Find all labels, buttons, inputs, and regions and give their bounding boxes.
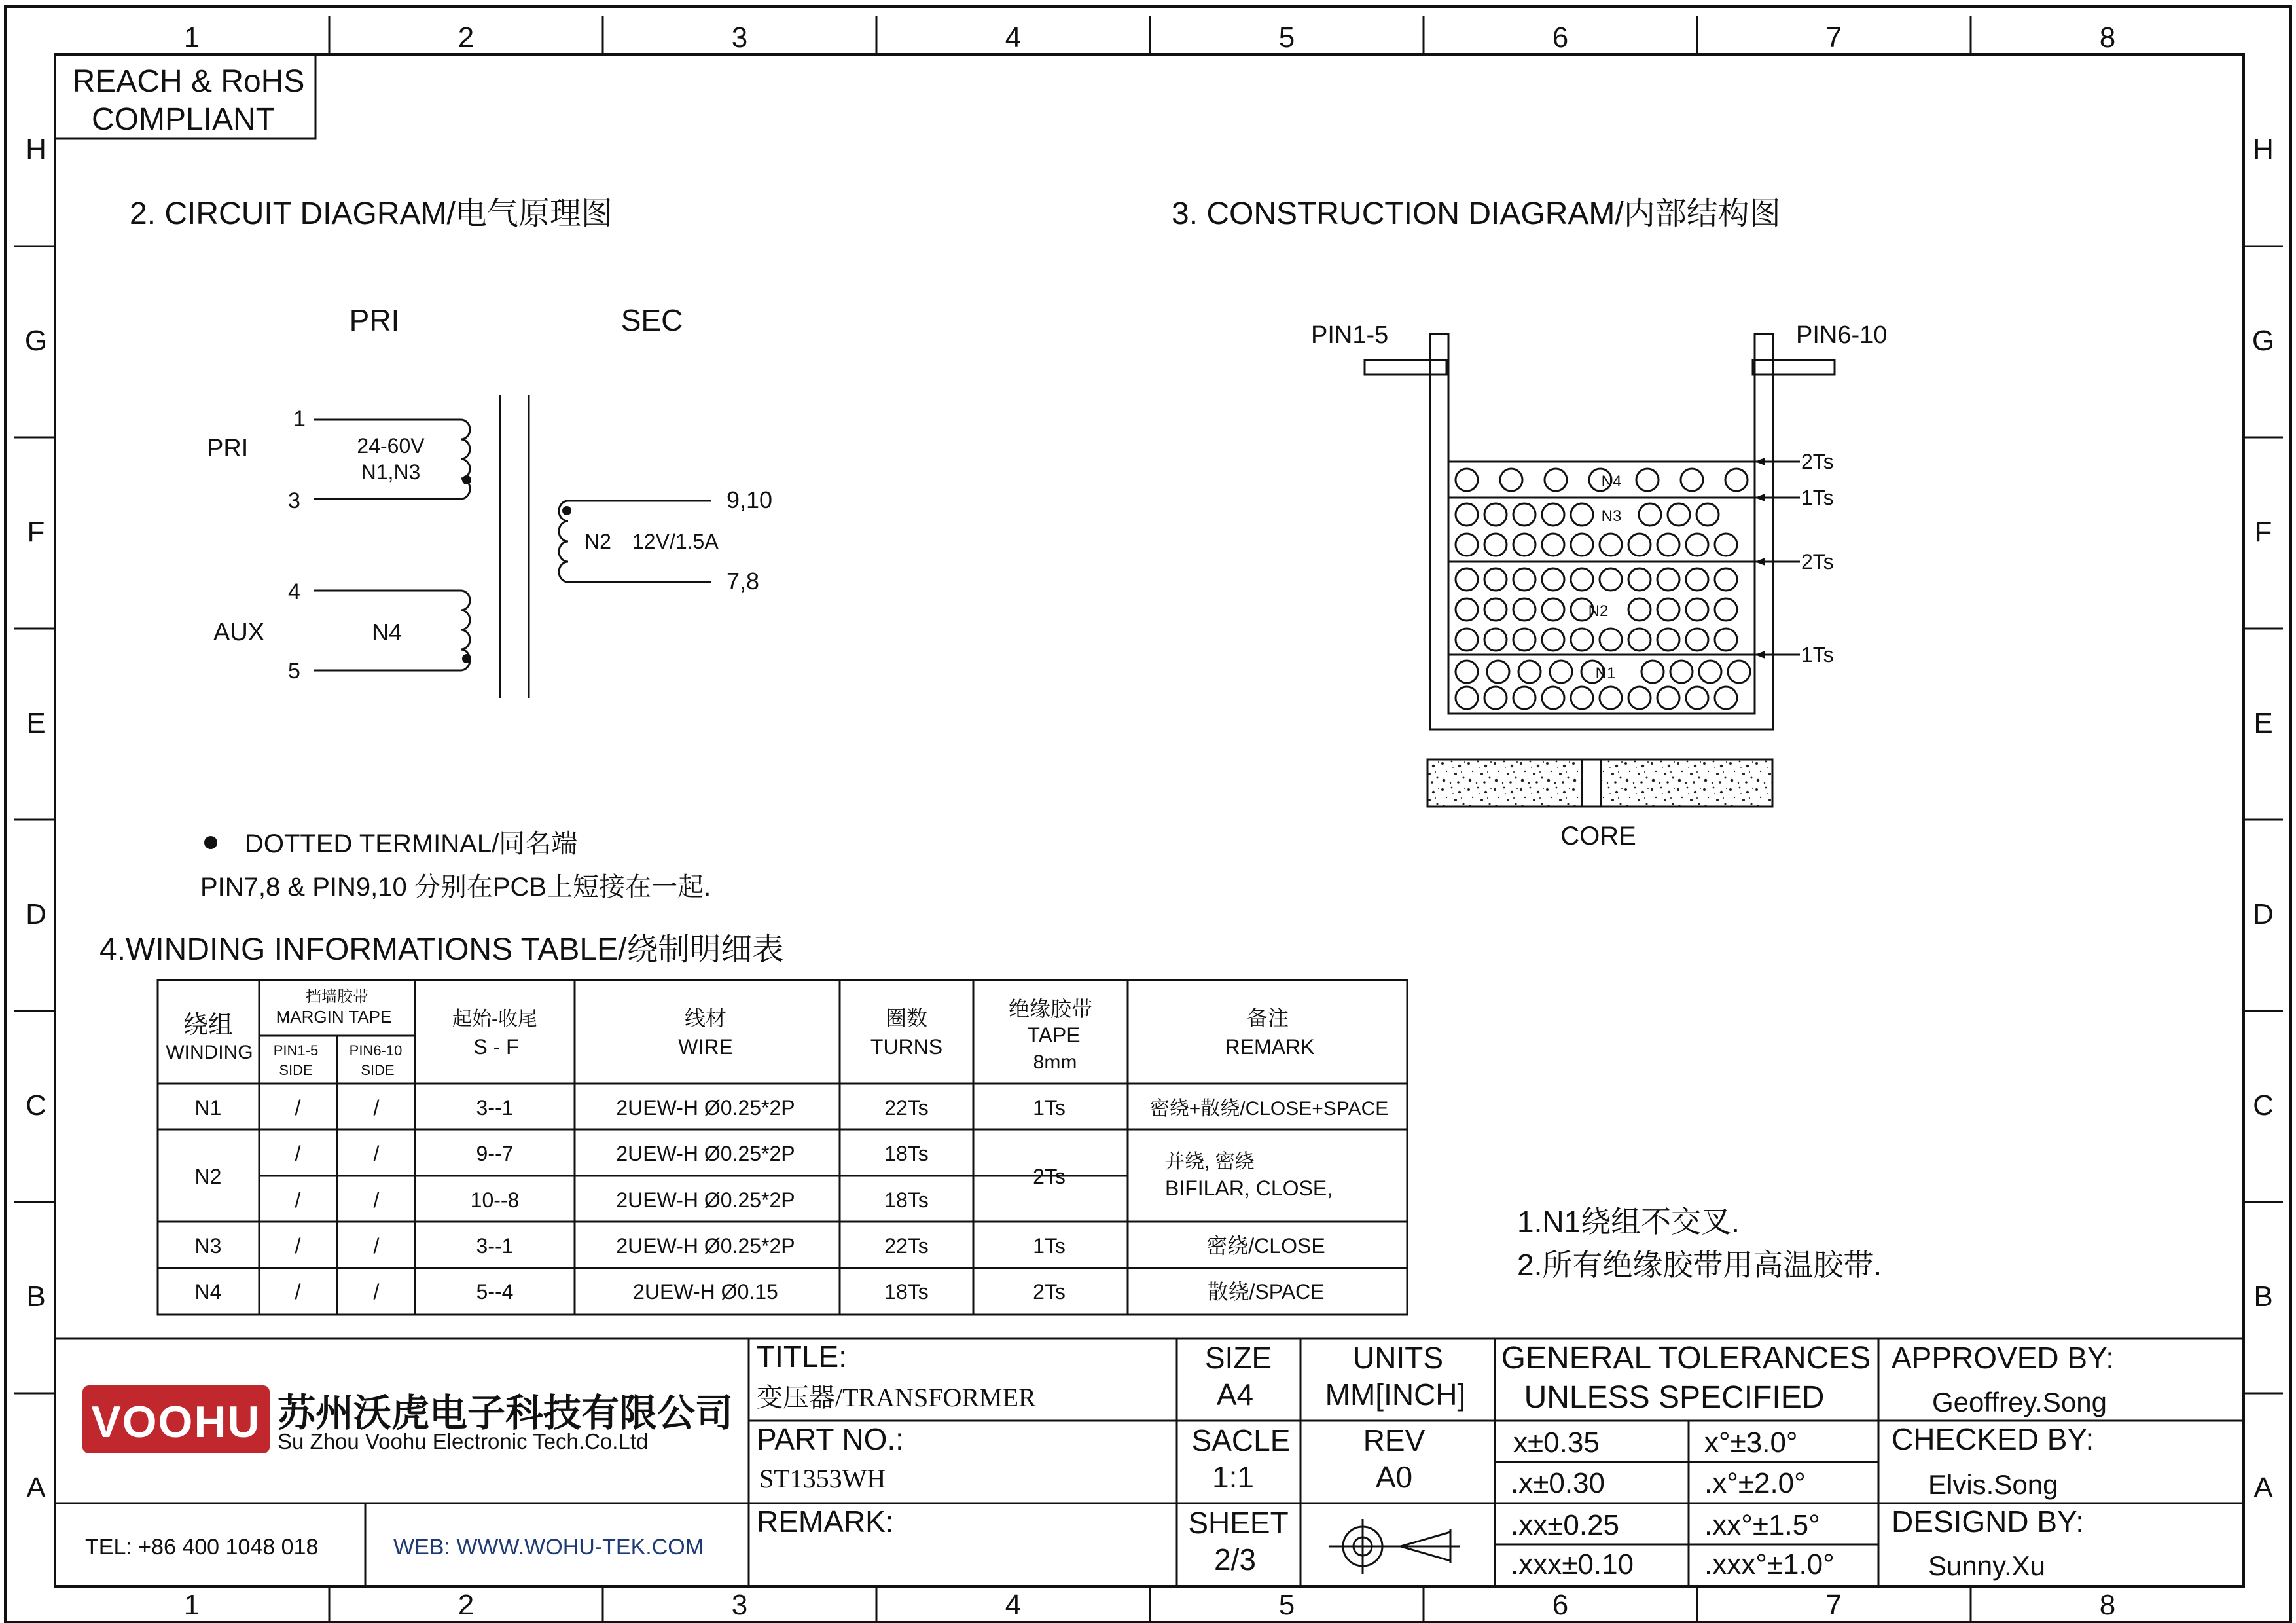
table-cell: 3--1 [476,1096,514,1120]
header-sf-cn: 起始-收尾 [452,1008,537,1030]
partno-value: ST1353WH [759,1464,886,1493]
table-cell: 2UEW-H Ø0.25*2P [616,1234,795,1258]
company-en: Su Zhou Voohu Electronic Tech.Co.Ltd [278,1429,649,1453]
column-labels [184,22,2115,1621]
table-cell: N4 [194,1280,222,1304]
table-cell: / [373,1188,380,1212]
designed-value: Sunny.Xu [1928,1550,2046,1581]
compliance-line2: COMPLIANT [91,102,276,137]
construction-diagram [1172,196,1887,850]
pin-label: 3 [288,488,300,513]
remark-label: REMARK: [757,1504,894,1539]
table-cell: N1 [194,1096,222,1120]
table-cell: 散绕/SPACE [1207,1280,1325,1304]
core-label: CORE [1560,822,1636,850]
tol-value: .xx°±1.5° [1704,1509,1820,1541]
col-label: 8 [2099,1589,2116,1621]
core-half [1427,759,1582,807]
sheet-label: SHEET [1188,1506,1289,1540]
header-turns-en: TURNS [870,1035,943,1059]
header-side: SIDE [279,1062,313,1078]
table-cell: 22Ts [884,1096,929,1120]
col-label: 7 [1825,1589,1842,1621]
table-cell: / [295,1280,301,1304]
pin-label: 4 [288,579,300,604]
circuit-notes [200,830,711,902]
core-half [1601,759,1772,807]
col-label: 3 [731,1589,748,1621]
table-cell: 3--1 [476,1234,514,1258]
row-label: D [2253,898,2274,930]
col-label: 2 [457,22,475,54]
table-cell: 18Ts [884,1142,929,1165]
table-cell: 密绕+散绕/CLOSE+SPACE [1149,1098,1389,1120]
polarity-dot-icon [462,475,471,484]
designed-label: DESIGND BY: [1892,1504,2084,1539]
tol-value: .xxx°±1.0° [1704,1548,1835,1580]
table-cell: / [373,1234,380,1258]
table-cell: 2Ts [1033,1280,1066,1304]
table-cell: / [373,1142,380,1165]
layer-label: N2 [1588,602,1609,620]
header-remark-en: REMARK [1225,1035,1315,1059]
table-cell: N2 [194,1165,222,1188]
header-tape-en: TAPE [1027,1023,1081,1047]
compliance-line1: REACH & RoHS [72,64,305,99]
core-gap [1582,759,1601,807]
table-cell: / [295,1234,301,1258]
table-cell: / [373,1280,380,1304]
polarity-dot-icon [562,506,571,515]
row-label: E [2253,707,2273,739]
tape-label: 1Ts [1801,643,1834,666]
row-label: H [26,134,46,166]
logo-text: VOOHU [91,1397,261,1447]
table-cell: BIFILAR, CLOSE, [1165,1176,1333,1200]
projection-symbol-icon [1329,1519,1460,1574]
size-value: A4 [1216,1377,1254,1412]
pri-header: PRI [349,303,400,337]
side-note: 2.所有绝缘胶带用高温胶带. [1517,1248,1882,1282]
col-label: 1 [183,1589,200,1621]
table-cell: 2UEW-H Ø0.25*2P [616,1096,795,1120]
table-cell: 9--7 [476,1142,514,1165]
table-cell: 1Ts [1033,1234,1066,1258]
header-sf-en: S - F [473,1035,519,1059]
table-cell: 1Ts [1033,1096,1066,1120]
header-winding-cn: 绕组 [183,1012,234,1039]
scale-label: SACLE [1191,1423,1291,1457]
header-pin610: PIN6-10 [349,1042,403,1059]
sec-winding: N2 [584,530,611,553]
header-tape-mm: 8mm [1033,1051,1077,1073]
pin-label: 9,10 [726,486,773,513]
col-label: 1 [183,22,200,54]
row-label: C [26,1089,46,1122]
sec-header: SEC [620,303,683,337]
pin-label: 5 [288,659,300,684]
header-winding-en: WINDING [166,1042,253,1063]
header-margin-cn: 挡墙胶带 [306,988,368,1006]
checked-label: CHECKED BY: [1892,1422,2094,1456]
table-cell: 2Ts [1033,1165,1066,1188]
rev-label: REV [1363,1423,1426,1457]
row-label: B [2253,1281,2273,1313]
sheet-value: 2/3 [1214,1542,1256,1577]
approved-value: Geoffrey.Song [1932,1387,2107,1417]
header-turns-cn: 圈数 [885,1006,928,1030]
dotted-terminal-note: DOTTED TERMINAL/同名端 [245,830,578,858]
header-pin15: PIN1-5 [273,1042,319,1059]
table-cell: / [295,1142,301,1165]
web: WEB: WWW.WOHU-TEK.COM [393,1535,704,1559]
row-label: G [2251,325,2275,357]
tol-value: .x°±2.0° [1704,1467,1806,1499]
table-cell: 2UEW-H Ø0.15 [633,1280,778,1304]
layer-label: N4 [1601,473,1622,490]
compliance-box [55,54,315,139]
tol-value: x±0.35 [1513,1427,1600,1459]
bullet-dot-icon [204,836,217,849]
table-cell: / [295,1096,301,1120]
tape-label: 2Ts [1801,450,1834,473]
pcb-short-note: PIN7,8 & PIN9,10 分别在PCB上短接在一起. [200,873,711,902]
row-label: B [26,1281,46,1313]
table-title: 4.WINDING INFORMATIONS TABLE/绕制明细表 [99,932,784,967]
row-label: C [2253,1089,2274,1122]
header-wire-cn: 线材 [684,1006,727,1030]
units-label: UNITS [1353,1341,1443,1375]
title-label: TITLE: [757,1340,848,1374]
title-value: 变压器/TRANSFORMER [757,1383,1036,1412]
col-label: 4 [1005,22,1022,54]
table-cell: 5--4 [476,1280,514,1304]
col-label: 8 [2099,22,2116,54]
circuit-diagram [130,196,772,698]
pri-voltage: 24-60V [357,434,425,458]
size-label: SIZE [1204,1341,1272,1375]
tape-label: 2Ts [1801,550,1834,574]
row-label: A [2253,1472,2273,1504]
table-cell: 10--8 [470,1188,520,1212]
tol-title2: UNLESS SPECIFIED [1524,1380,1825,1415]
row-label: G [24,325,48,357]
tol-value: .x±0.30 [1511,1467,1605,1499]
row-labels [25,134,2274,1504]
tol-value: .xxx±0.10 [1511,1548,1634,1580]
row-label: A [26,1472,46,1504]
aux-label: AUX [213,619,265,646]
table-cell: 18Ts [884,1188,929,1212]
table-cell: 18Ts [884,1280,929,1304]
table-cell: / [373,1096,380,1120]
tol-value: .xx±0.25 [1511,1509,1620,1541]
tol-title1: GENERAL TOLERANCES [1501,1341,1871,1376]
header-margin-en: MARGIN TAPE [276,1007,392,1027]
title-block [55,1338,2244,1586]
pin-label: 7,8 [726,568,760,594]
pin-label: 1 [293,407,306,431]
pin-left-label: PIN1-5 [1311,321,1389,349]
col-label: 3 [731,22,748,54]
sec-rating: 12V/1.5A [632,530,719,553]
company-cn: 苏州沃虎电子科技有限公司 [278,1392,734,1434]
side-notes [1517,1205,1882,1282]
checked-value: Elvis.Song [1928,1469,2058,1500]
tol-value: x°±3.0° [1704,1427,1798,1459]
tel: TEL: +86 400 1048 018 [85,1535,319,1559]
table-cell: 2UEW-H Ø0.25*2P [616,1142,795,1165]
scale-value: 1:1 [1212,1460,1254,1494]
drawing-frame [5,7,2291,1622]
col-label: 6 [1552,1589,1569,1621]
layer-label: N3 [1601,507,1622,525]
tape-label: 1Ts [1801,486,1834,509]
col-label: 4 [1005,1589,1022,1621]
col-label: 5 [1278,1589,1295,1621]
row-label: E [26,707,46,739]
header-side: SIDE [361,1062,395,1078]
header-wire-en: WIRE [678,1035,733,1059]
circuit-title: 2. CIRCUIT DIAGRAM/电气原理图 [130,196,613,231]
table-cell: 2UEW-H Ø0.25*2P [616,1188,795,1212]
col-label: 6 [1552,22,1569,54]
polarity-dot-icon [462,654,471,663]
table-cell: 密绕/CLOSE [1206,1234,1325,1258]
pri-label: PRI [207,435,249,462]
table-cell: N3 [194,1234,222,1258]
winding-table [99,932,1407,1315]
row-label: D [26,898,46,930]
side-note: 1.N1绕组不交叉. [1517,1205,1740,1239]
pri-windings: N1,N3 [361,460,421,484]
col-label: 2 [457,1589,475,1621]
table-cell: 并绕, 密绕 [1165,1151,1255,1173]
aux-winding: N4 [371,619,403,646]
table-cell: 22Ts [884,1234,929,1258]
row-label: F [2254,516,2272,548]
row-label: F [27,516,45,548]
layer-label: N1 [1595,665,1616,682]
col-label: 5 [1278,22,1295,54]
pin-right-label: PIN6-10 [1796,321,1888,349]
construction-title: 3. CONSTRUCTION DIAGRAM/内部结构图 [1172,196,1781,231]
approved-label: APPROVED BY: [1892,1341,2115,1375]
header-tape-cn: 绝缘胶带 [1008,997,1093,1021]
rev-value: A0 [1375,1460,1413,1494]
units-value: MM[INCH] [1325,1377,1466,1412]
col-label: 7 [1825,22,1842,54]
header-remark-cn: 备注 [1246,1006,1289,1030]
row-label: H [2253,134,2274,166]
partno-label: PART NO.: [757,1422,904,1456]
table-cell: / [295,1188,301,1212]
